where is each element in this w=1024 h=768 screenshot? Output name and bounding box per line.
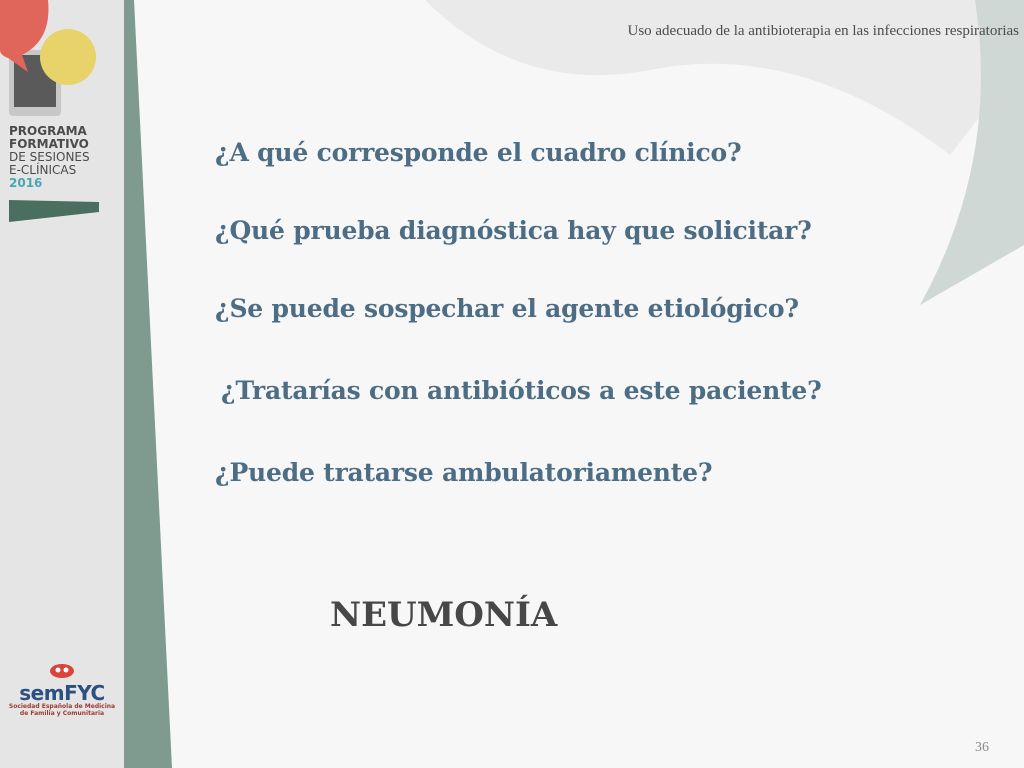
- question-2: ¿Qué prueba diagnóstica hay que solicitar?: [215, 216, 812, 245]
- question-3: ¿Se puede sospechar el agente etiológico?: [215, 294, 799, 323]
- sidebar: [0, 0, 124, 768]
- answer-diagnosis: NEUMONÍA: [330, 595, 558, 635]
- page-number: 36: [975, 740, 989, 755]
- semfyc-subtitle-line2: de Familia y Comunitaria: [19, 710, 105, 717]
- question-4: ¿Tratarías con antibióticos a este paciente?: [221, 376, 822, 405]
- semfyc-subtitle-line1: Sociedad Española de Medicina: [8, 703, 116, 710]
- program-title-line3: DE SESIONES: [9, 150, 90, 164]
- semfyc-name: semFYC: [19, 681, 105, 705]
- program-stripe-decoration: [9, 200, 101, 224]
- question-1: ¿A qué corresponde el cuadro clínico?: [215, 138, 742, 167]
- program-logo-icon: [0, 0, 124, 120]
- semfyc-emblem-icon: [49, 663, 75, 679]
- semfyc-logo: [6, 663, 118, 717]
- program-title-line4: E-CLÍNICAS: [9, 163, 77, 177]
- program-year: 2016: [9, 176, 43, 190]
- program-title-line1: PROGRAMA: [9, 124, 87, 138]
- question-5: ¿Puede tratarse ambulatoriamente?: [215, 458, 713, 487]
- program-title-line2: FORMATIVO: [9, 137, 89, 151]
- header-title: Uso adecuado de la antibioterapia en las infecciones respiratorias: [627, 23, 1019, 39]
- program-title: [9, 125, 90, 190]
